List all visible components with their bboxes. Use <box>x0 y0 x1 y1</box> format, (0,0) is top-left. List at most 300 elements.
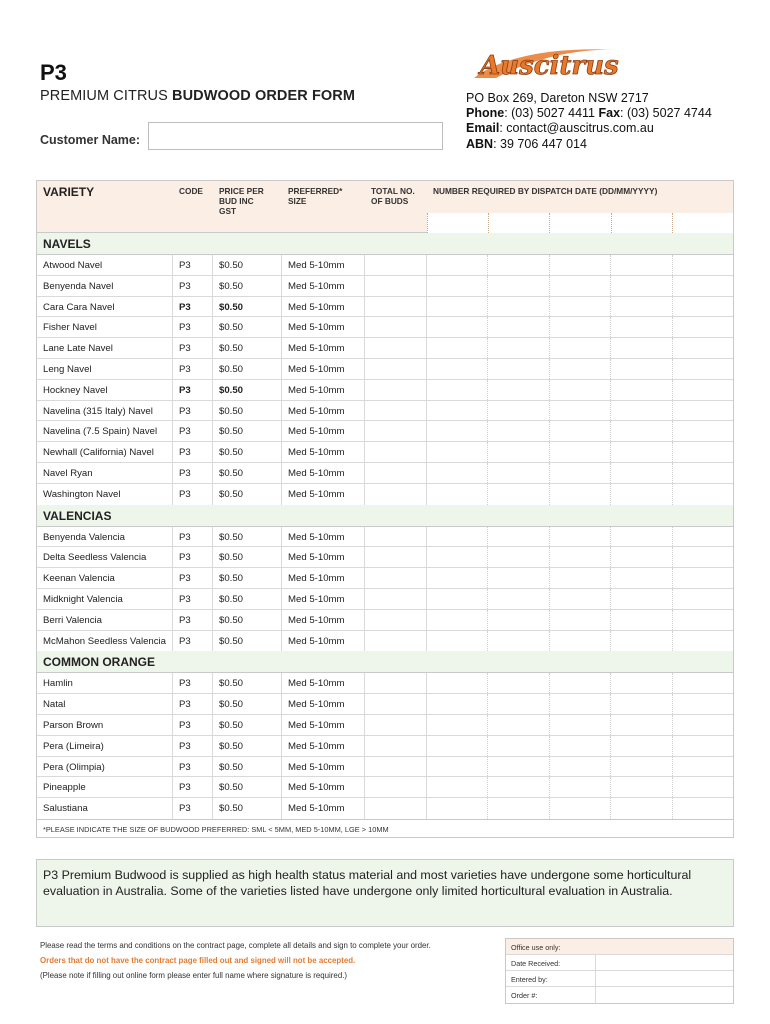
preferred-size-cell[interactable]: Med 5-10mm <box>282 276 365 296</box>
code-cell: P3 <box>173 798 213 819</box>
variety-cell: Atwood Navel <box>37 255 173 275</box>
price-cell: $0.50 <box>213 442 282 462</box>
preferred-size-cell[interactable]: Med 5-10mm <box>282 527 365 547</box>
quantity-by-date-field[interactable] <box>427 421 488 441</box>
variety-cell: Midknight Valencia <box>37 589 173 609</box>
table-row <box>37 527 733 548</box>
quantity-by-date-field[interactable] <box>427 442 488 462</box>
quantity-by-date-field[interactable] <box>611 568 672 588</box>
quantity-by-date-field[interactable] <box>488 715 549 735</box>
header-number-required: NUMBER REQUIRED BY DISPATCH DATE (DD/MM/YYYY) <box>433 186 658 196</box>
quantity-by-date-field[interactable] <box>488 757 549 777</box>
quantity-by-date-field[interactable] <box>611 631 672 652</box>
total-buds-field[interactable] <box>365 736 427 756</box>
price-cell: $0.50 <box>213 610 282 630</box>
quantity-by-date-field[interactable] <box>488 777 549 797</box>
email-label: Email <box>466 121 500 136</box>
quantity-by-date-field[interactable] <box>427 568 488 588</box>
total-buds-field[interactable] <box>365 359 427 379</box>
terms-note: (Please note if filling out online form please enter full name where signature is required.) <box>40 971 348 980</box>
preferred-size-cell[interactable]: Med 5-10mm <box>282 589 365 609</box>
quantity-by-date-field[interactable] <box>427 380 488 400</box>
preferred-size-cell[interactable]: Med 5-10mm <box>282 484 365 505</box>
quantity-by-date-field[interactable] <box>611 527 672 547</box>
quantity-by-date-field[interactable] <box>673 715 733 735</box>
preferred-size-cell[interactable]: Med 5-10mm <box>282 442 365 462</box>
code-cell: P3 <box>173 359 213 379</box>
variety-cell: Hamlin <box>37 673 173 693</box>
price-cell: $0.50 <box>213 401 282 421</box>
table-row <box>37 673 733 694</box>
price-cell: $0.50 <box>213 631 282 652</box>
quantity-by-date-field[interactable] <box>550 547 611 567</box>
quantity-by-date-field[interactable] <box>550 297 611 317</box>
quantity-by-date-field[interactable] <box>673 736 733 756</box>
table-body <box>37 233 733 819</box>
quantity-by-date-field[interactable] <box>488 442 549 462</box>
variety-cell: McMahon Seedless Valencia <box>37 631 173 652</box>
code-cell: P3 <box>173 777 213 797</box>
quantity-by-date-field[interactable] <box>550 401 611 421</box>
quantity-by-date-field[interactable] <box>673 568 733 588</box>
office-order-no-field[interactable] <box>596 987 733 1003</box>
total-buds-field[interactable] <box>365 421 427 441</box>
table-row <box>37 484 733 505</box>
quantity-by-date-field[interactable] <box>611 589 672 609</box>
variety-cell: Pera (Limeira) <box>37 736 173 756</box>
quantity-by-date-field[interactable] <box>427 401 488 421</box>
dispatch-date-field[interactable] <box>549 213 610 233</box>
form-code: P3 <box>40 60 67 85</box>
variety-cell: Fisher Navel <box>37 317 173 337</box>
quantity-by-date-field[interactable] <box>427 527 488 547</box>
preferred-size-cell[interactable]: Med 5-10mm <box>282 798 365 819</box>
office-use-box <box>505 938 734 1004</box>
quantity-by-date-field[interactable] <box>427 463 488 483</box>
preferred-size-cell[interactable]: Med 5-10mm <box>282 255 365 275</box>
total-buds-field[interactable] <box>365 694 427 714</box>
quantity-by-date-field[interactable] <box>673 421 733 441</box>
quantity-by-date-field[interactable] <box>611 276 672 296</box>
preferred-size-cell[interactable]: Med 5-10mm <box>282 297 365 317</box>
quantity-by-date-field[interactable] <box>488 463 549 483</box>
total-buds-field[interactable] <box>365 589 427 609</box>
office-use-title: Office use only: <box>511 943 561 952</box>
code-cell: P3 <box>173 610 213 630</box>
quantity-by-date-field[interactable] <box>488 673 549 693</box>
code-cell: P3 <box>173 631 213 652</box>
code-cell: P3 <box>173 338 213 358</box>
code-cell: P3 <box>173 568 213 588</box>
terms-line: Please read the terms and conditions on the contract page, complete all details and sign to complete your order. <box>40 941 431 950</box>
auscitrus-logo <box>466 40 638 86</box>
quantity-by-date-field[interactable] <box>550 568 611 588</box>
quantity-by-date-field[interactable] <box>488 380 549 400</box>
quantity-by-date-field[interactable] <box>427 338 488 358</box>
preferred-size-cell[interactable]: Med 5-10mm <box>282 359 365 379</box>
office-entered-by-label: Entered by: <box>506 971 596 986</box>
quantity-by-date-field[interactable] <box>427 589 488 609</box>
code-cell: P3 <box>173 297 213 317</box>
office-entered-by-field[interactable] <box>596 971 733 986</box>
quantity-by-date-field[interactable] <box>427 610 488 630</box>
quantity-by-date-field[interactable] <box>488 359 549 379</box>
quantity-by-date-field[interactable] <box>550 484 611 505</box>
preferred-size-cell[interactable]: Med 5-10mm <box>282 631 365 652</box>
quantity-by-date-field[interactable] <box>611 673 672 693</box>
table-row <box>37 568 733 589</box>
code-cell: P3 <box>173 380 213 400</box>
quantity-by-date-field[interactable] <box>673 798 733 819</box>
quantity-by-date-field[interactable] <box>550 631 611 652</box>
code-cell: P3 <box>173 757 213 777</box>
quantity-by-date-field[interactable] <box>488 484 549 505</box>
code-cell: P3 <box>173 589 213 609</box>
fax-label: Fax <box>598 106 621 121</box>
quantity-by-date-field[interactable] <box>427 777 488 797</box>
variety-cell: Salustiana <box>37 798 173 819</box>
quantity-by-date-field[interactable] <box>550 359 611 379</box>
preferred-size-cell[interactable]: Med 5-10mm <box>282 757 365 777</box>
quantity-by-date-field[interactable] <box>611 442 672 462</box>
quantity-by-date-field[interactable] <box>673 589 733 609</box>
quantity-by-date-field[interactable] <box>673 547 733 567</box>
phone-fax-line <box>466 106 712 121</box>
total-buds-field[interactable] <box>365 547 427 567</box>
quantity-by-date-field[interactable] <box>611 547 672 567</box>
code-cell: P3 <box>173 401 213 421</box>
quantity-by-date-field[interactable] <box>427 736 488 756</box>
quantity-by-date-field[interactable] <box>611 421 672 441</box>
total-buds-field[interactable] <box>365 255 427 275</box>
total-buds-field[interactable] <box>365 380 427 400</box>
code-cell: P3 <box>173 484 213 505</box>
table-header <box>37 181 733 233</box>
price-cell: $0.50 <box>213 757 282 777</box>
quantity-by-date-field[interactable] <box>611 317 672 337</box>
variety-cell: Navelina (315 Italy) Navel <box>37 401 173 421</box>
code-cell: P3 <box>173 255 213 275</box>
price-cell: $0.50 <box>213 317 282 337</box>
code-cell: P3 <box>173 736 213 756</box>
quantity-by-date-field[interactable] <box>488 255 549 275</box>
contact-block <box>466 91 712 152</box>
quantity-by-date-field[interactable] <box>427 757 488 777</box>
quantity-by-date-field[interactable] <box>427 694 488 714</box>
quantity-by-date-field[interactable] <box>550 421 611 441</box>
abn-value: : 39 706 447 014 <box>493 136 587 151</box>
variety-cell: Leng Navel <box>37 359 173 379</box>
variety-cell: Lane Late Navel <box>37 338 173 358</box>
quantity-by-date-field[interactable] <box>673 484 733 505</box>
abn-line <box>466 137 712 152</box>
quantity-by-date-field[interactable] <box>550 757 611 777</box>
price-cell: $0.50 <box>213 527 282 547</box>
table-row <box>37 777 733 798</box>
quantity-by-date-field[interactable] <box>550 338 611 358</box>
quantity-by-date-field[interactable] <box>550 777 611 797</box>
preferred-size-cell[interactable]: Med 5-10mm <box>282 715 365 735</box>
preferred-size-cell[interactable]: Med 5-10mm <box>282 421 365 441</box>
total-buds-field[interactable] <box>365 673 427 693</box>
table-row <box>37 589 733 610</box>
dispatch-date-field[interactable] <box>672 213 733 233</box>
total-buds-field[interactable] <box>365 338 427 358</box>
table-row <box>37 359 733 380</box>
preferred-size-cell[interactable]: Med 5-10mm <box>282 694 365 714</box>
price-cell: $0.50 <box>213 359 282 379</box>
quantity-by-date-field[interactable] <box>427 359 488 379</box>
quantity-by-date-field[interactable] <box>673 276 733 296</box>
variety-cell: Newhall (California) Navel <box>37 442 173 462</box>
header-preferred-size: PREFERRED* SIZE <box>288 186 343 206</box>
quantity-by-date-field[interactable] <box>673 380 733 400</box>
variety-cell: Navelina (7.5 Spain) Navel <box>37 421 173 441</box>
quantity-by-date-field[interactable] <box>488 798 549 819</box>
terms-block <box>40 938 500 983</box>
code-cell: P3 <box>173 442 213 462</box>
quantity-by-date-field[interactable] <box>488 297 549 317</box>
price-cell: $0.50 <box>213 736 282 756</box>
variety-cell: Navel Ryan <box>37 463 173 483</box>
quantity-by-date-field[interactable] <box>427 715 488 735</box>
dispatch-date-field[interactable] <box>488 213 549 233</box>
email-line <box>466 121 712 136</box>
quantity-by-date-field[interactable] <box>673 442 733 462</box>
section-rows <box>37 673 733 819</box>
quantity-by-date-field[interactable] <box>488 568 549 588</box>
fax-value: : (03) 5027 4744 <box>620 106 712 121</box>
office-date-received-row <box>506 955 733 971</box>
quantity-by-date-field[interactable] <box>550 673 611 693</box>
table-row <box>37 255 733 276</box>
header-price: PRICE PER BUD INC GST <box>219 186 264 216</box>
abn-label: ABN <box>466 136 494 151</box>
quantity-by-date-field[interactable] <box>673 359 733 379</box>
variety-cell: Hockney Navel <box>37 380 173 400</box>
quantity-by-date-field[interactable] <box>550 798 611 819</box>
quantity-by-date-field[interactable] <box>673 631 733 652</box>
variety-cell: Natal <box>37 694 173 714</box>
preferred-size-cell[interactable]: Med 5-10mm <box>282 380 365 400</box>
quantity-by-date-field[interactable] <box>673 317 733 337</box>
quantity-by-date-field[interactable] <box>550 589 611 609</box>
preferred-size-cell[interactable]: Med 5-10mm <box>282 736 365 756</box>
quantity-by-date-field[interactable] <box>550 527 611 547</box>
quantity-by-date-field[interactable] <box>673 694 733 714</box>
quantity-by-date-field[interactable] <box>488 610 549 630</box>
quantity-by-date-field[interactable] <box>488 736 549 756</box>
section-rows <box>37 255 733 505</box>
total-buds-field[interactable] <box>365 463 427 483</box>
quantity-by-date-field[interactable] <box>550 317 611 337</box>
quantity-by-date-field[interactable] <box>488 694 549 714</box>
quantity-by-date-field[interactable] <box>550 715 611 735</box>
quantity-by-date-field[interactable] <box>427 484 488 505</box>
total-buds-field[interactable] <box>365 276 427 296</box>
total-buds-field[interactable] <box>365 401 427 421</box>
quantity-by-date-field[interactable] <box>611 484 672 505</box>
header-code: CODE <box>179 186 203 196</box>
quantity-by-date-field[interactable] <box>673 338 733 358</box>
variety-cell: Washington Navel <box>37 484 173 505</box>
quantity-by-date-field[interactable] <box>673 777 733 797</box>
quantity-by-date-field[interactable] <box>550 694 611 714</box>
table-row <box>37 547 733 568</box>
quantity-by-date-field[interactable] <box>673 463 733 483</box>
form-title-prefix: PREMIUM CITRUS <box>40 88 172 104</box>
quantity-by-date-field[interactable] <box>611 610 672 630</box>
phone-label: Phone <box>466 106 505 121</box>
variety-cell: Pineapple <box>37 777 173 797</box>
table-row <box>37 401 733 422</box>
table-row <box>37 338 733 359</box>
quantity-by-date-field[interactable] <box>427 631 488 652</box>
quantity-by-date-field[interactable] <box>550 610 611 630</box>
quantity-by-date-field[interactable] <box>611 401 672 421</box>
quantity-by-date-field[interactable] <box>611 777 672 797</box>
preferred-size-cell[interactable]: Med 5-10mm <box>282 673 365 693</box>
quantity-by-date-field[interactable] <box>488 338 549 358</box>
table-row <box>37 421 733 442</box>
total-buds-field[interactable] <box>365 442 427 462</box>
table-row <box>37 610 733 631</box>
quantity-by-date-field[interactable] <box>550 463 611 483</box>
total-buds-field[interactable] <box>365 527 427 547</box>
variety-cell: Berri Valencia <box>37 610 173 630</box>
price-cell: $0.50 <box>213 276 282 296</box>
variety-cell: Pera (Olimpia) <box>37 757 173 777</box>
variety-cell: Cara Cara Navel <box>37 297 173 317</box>
preferred-size-cell[interactable]: Med 5-10mm <box>282 317 365 337</box>
quantity-by-date-field[interactable] <box>673 610 733 630</box>
quantity-by-date-field[interactable] <box>673 401 733 421</box>
quantity-by-date-field[interactable] <box>673 757 733 777</box>
quantity-by-date-field[interactable] <box>673 255 733 275</box>
quantity-by-date-field[interactable] <box>611 798 672 819</box>
terms-warning: Orders that do not have the contract page filled out and signed will not be accepted. <box>40 956 356 965</box>
office-date-received-field[interactable] <box>596 955 733 970</box>
total-buds-field[interactable] <box>365 798 427 819</box>
table-row <box>37 736 733 757</box>
customer-name-field[interactable] <box>148 122 443 150</box>
quantity-by-date-field[interactable] <box>488 589 549 609</box>
total-buds-field[interactable] <box>365 610 427 630</box>
quantity-by-date-field[interactable] <box>427 276 488 296</box>
quantity-by-date-field[interactable] <box>550 276 611 296</box>
quantity-by-date-field[interactable] <box>427 297 488 317</box>
section-rows <box>37 527 733 652</box>
quantity-by-date-field[interactable] <box>611 380 672 400</box>
total-buds-field[interactable] <box>365 757 427 777</box>
header-variety: VARIETY <box>43 185 95 199</box>
quantity-by-date-field[interactable] <box>611 757 672 777</box>
quantity-by-date-field[interactable] <box>611 338 672 358</box>
quantity-by-date-field[interactable] <box>427 798 488 819</box>
quantity-by-date-field[interactable] <box>611 694 672 714</box>
code-cell: P3 <box>173 547 213 567</box>
quantity-by-date-field[interactable] <box>550 736 611 756</box>
email-value[interactable]: : contact@auscitrus.com.au <box>499 121 654 136</box>
quantity-by-date-field[interactable] <box>673 527 733 547</box>
table-row <box>37 463 733 484</box>
quantity-by-date-field[interactable] <box>488 527 549 547</box>
quantity-by-date-field[interactable] <box>673 297 733 317</box>
quantity-by-date-field[interactable] <box>488 401 549 421</box>
quantity-by-date-field[interactable] <box>488 317 549 337</box>
code-cell: P3 <box>173 527 213 547</box>
price-cell: $0.50 <box>213 463 282 483</box>
quantity-by-date-field[interactable] <box>611 463 672 483</box>
quantity-by-date-field[interactable] <box>427 547 488 567</box>
variety-cell: Benyenda Navel <box>37 276 173 296</box>
price-cell: $0.50 <box>213 380 282 400</box>
table-row <box>37 715 733 736</box>
quantity-by-date-field[interactable] <box>427 673 488 693</box>
total-buds-field[interactable] <box>365 631 427 652</box>
total-buds-field[interactable] <box>365 317 427 337</box>
total-buds-field[interactable] <box>365 297 427 317</box>
preferred-size-cell[interactable]: Med 5-10mm <box>282 401 365 421</box>
form-title <box>40 88 355 104</box>
preferred-size-cell[interactable]: Med 5-10mm <box>282 777 365 797</box>
preferred-size-cell[interactable]: Med 5-10mm <box>282 338 365 358</box>
quantity-by-date-field[interactable] <box>611 736 672 756</box>
quantity-by-date-field[interactable] <box>611 359 672 379</box>
price-cell: $0.50 <box>213 589 282 609</box>
office-order-no-label: Order #: <box>506 987 596 1003</box>
total-buds-field[interactable] <box>365 715 427 735</box>
table-row <box>37 317 733 338</box>
total-buds-field[interactable] <box>365 568 427 588</box>
quantity-by-date-field[interactable] <box>611 255 672 275</box>
table-row <box>37 380 733 401</box>
quantity-by-date-field[interactable] <box>550 380 611 400</box>
preferred-size-cell[interactable]: Med 5-10mm <box>282 463 365 483</box>
price-cell: $0.50 <box>213 338 282 358</box>
office-use-title-row <box>506 939 733 955</box>
dispatch-date-field[interactable] <box>611 213 672 233</box>
table-row <box>37 798 733 819</box>
quantity-by-date-field[interactable] <box>611 297 672 317</box>
quantity-by-date-field[interactable] <box>488 276 549 296</box>
price-cell: $0.50 <box>213 798 282 819</box>
quantity-by-date-field[interactable] <box>488 547 549 567</box>
dispatch-date-field[interactable] <box>427 213 488 233</box>
quantity-by-date-field[interactable] <box>427 317 488 337</box>
header-total-buds: TOTAL NO. OF BUDS <box>371 186 415 206</box>
quantity-by-date-field[interactable] <box>611 715 672 735</box>
quantity-by-date-field[interactable] <box>550 255 611 275</box>
quantity-by-date-field[interactable] <box>550 442 611 462</box>
price-cell: $0.50 <box>213 255 282 275</box>
total-buds-field[interactable] <box>365 484 427 505</box>
quantity-by-date-field[interactable] <box>673 673 733 693</box>
total-buds-field[interactable] <box>365 777 427 797</box>
variety-cell: Benyenda Valencia <box>37 527 173 547</box>
quantity-by-date-field[interactable] <box>488 631 549 652</box>
preferred-size-cell[interactable]: Med 5-10mm <box>282 568 365 588</box>
variety-cell: Delta Seedless Valencia <box>37 547 173 567</box>
preferred-size-cell[interactable]: Med 5-10mm <box>282 610 365 630</box>
quantity-by-date-field[interactable] <box>488 421 549 441</box>
preferred-size-cell[interactable]: Med 5-10mm <box>282 547 365 567</box>
price-cell: $0.50 <box>213 777 282 797</box>
code-cell: P3 <box>173 421 213 441</box>
quantity-by-date-field[interactable] <box>427 255 488 275</box>
office-order-no-row <box>506 987 733 1003</box>
price-cell: $0.50 <box>213 297 282 317</box>
